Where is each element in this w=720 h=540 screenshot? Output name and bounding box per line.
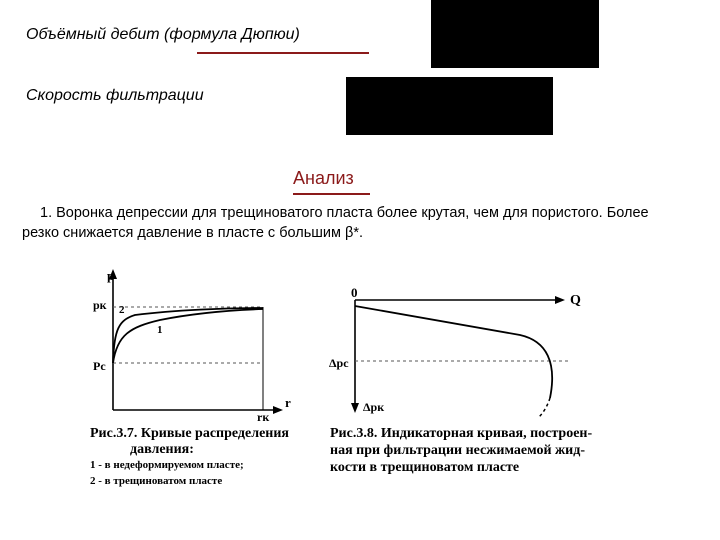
- q-axis-label: Q: [570, 293, 581, 308]
- pc-label: Pc: [93, 359, 106, 373]
- analysis-title: Анализ: [293, 168, 354, 188]
- formula-image-velocity: [346, 77, 553, 135]
- q-axis-arrow: [555, 296, 565, 304]
- curve-2-label: 2: [119, 304, 125, 316]
- dpc-label: Δpc: [329, 356, 349, 370]
- pressure-distribution-figure: [85, 265, 315, 425]
- figure-3-7-caption-title: Рис.3.7. Кривые распределения: [90, 426, 289, 441]
- indicator-curve: [355, 306, 552, 398]
- figure-3-7-caption-line1: 1 - в недеформируемом пласте;: [90, 459, 244, 471]
- indicator-curve-figure: [325, 283, 595, 423]
- analysis-paragraph: 1. Воронка депрессии для трещиноватого пласта более крутая, чем для пористого. Более резко снижается давление в пласте с большим β*.: [22, 205, 649, 241]
- origin-label: 0: [351, 285, 358, 300]
- heading-filtration-velocity: Скорость фильтрации: [26, 87, 204, 104]
- analysis-underline: [293, 193, 370, 195]
- x-axis-label: r: [285, 395, 291, 410]
- curve-1-label: 1: [157, 324, 163, 336]
- figure-3-8-caption-line1: Рис.3.8. Индикаторная кривая, построен-: [330, 426, 593, 441]
- figure-3-8-caption-line3: кости в трещиноватом пласте: [330, 460, 520, 475]
- curve-2-fractured: [113, 308, 263, 363]
- pk-label: pк: [93, 298, 107, 312]
- formula-image-dupuit: [431, 0, 599, 68]
- y-axis-label: p: [107, 268, 115, 283]
- analysis-text: [22, 203, 662, 243]
- heading-volumetric-flow: Объёмный дебит (формула Дюпюи): [26, 26, 300, 43]
- x-axis-arrow: [273, 406, 283, 414]
- figure-3-8-caption-line2: ная при фильтрации несжимаемой жид-: [330, 443, 585, 458]
- dp-axis-arrow: [351, 403, 359, 413]
- figure-3-7-caption-line2: 2 - в трещиноватом пласте: [90, 475, 223, 487]
- curve-1-undeformed: [113, 309, 263, 363]
- indicator-curve-dashed-tail: [539, 398, 550, 417]
- rk-label: rк: [257, 410, 270, 424]
- dpk-label: Δpк: [363, 400, 385, 414]
- figure-3-7-caption-title2: давления:: [130, 442, 194, 457]
- heading-underline: [197, 52, 369, 54]
